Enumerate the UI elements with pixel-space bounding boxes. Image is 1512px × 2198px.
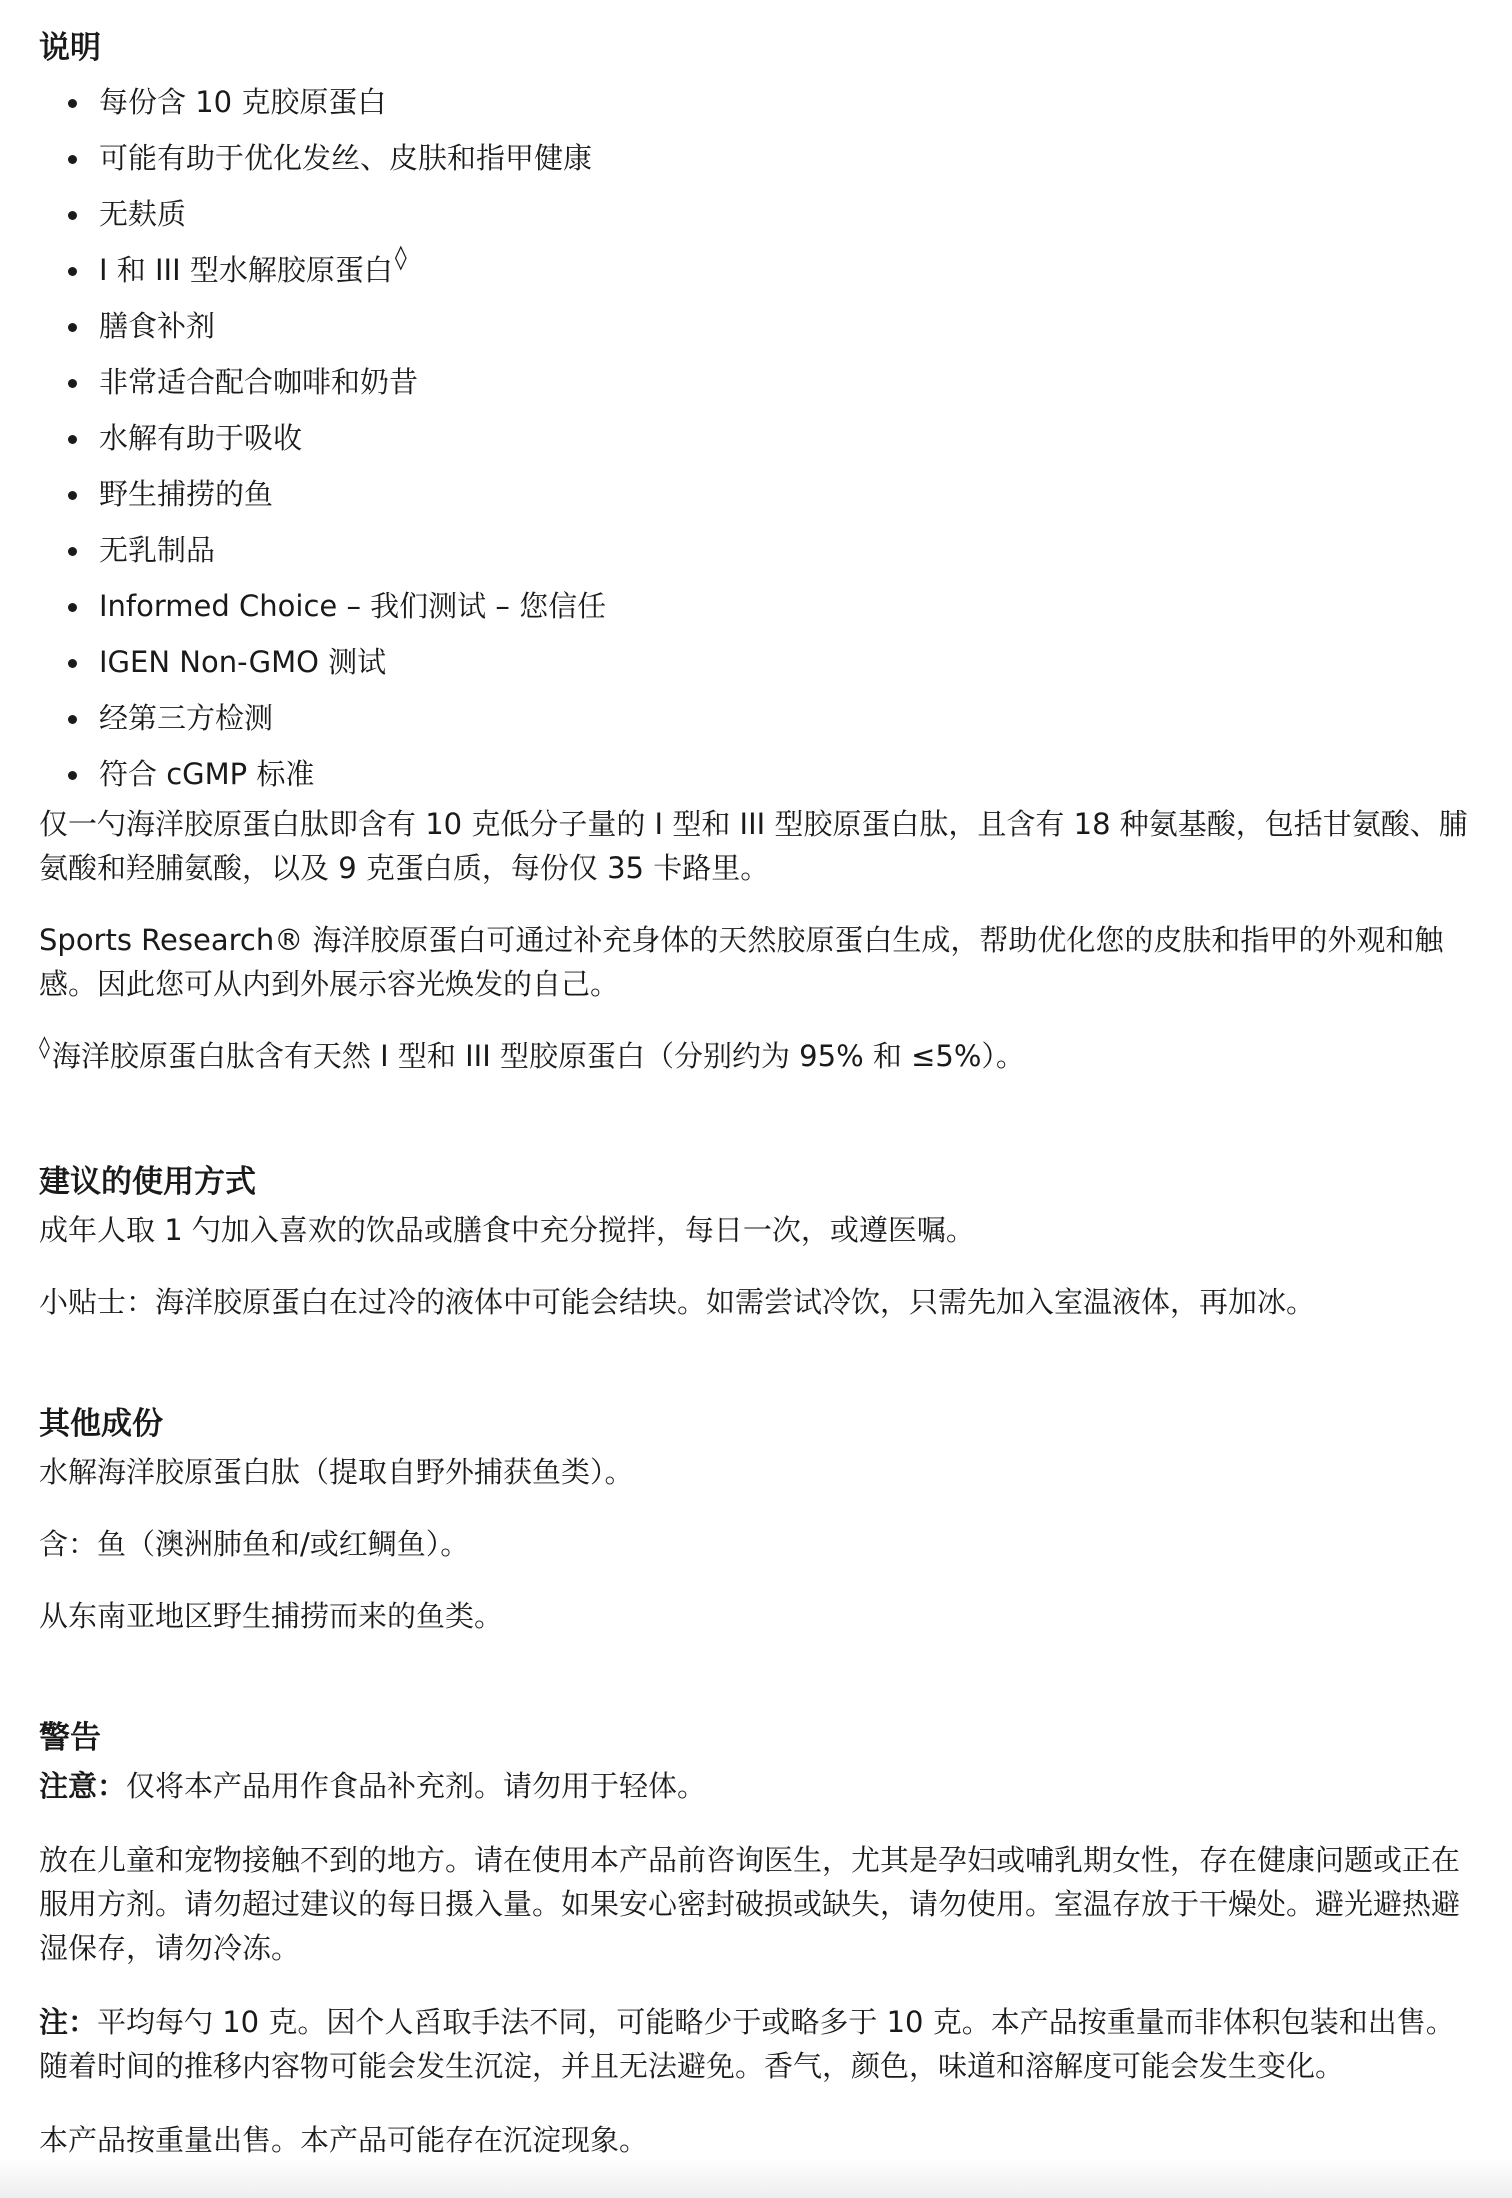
description-paragraph: 仅一勺海洋胶原蛋白肽即含有 10 克低分子量的 I 型和 III 型胶原蛋白肽，且含有 18 种氨基酸，包括甘氨酸、脯氨酸和羟脯氨酸，以及 9 克蛋白质，每份仅 35 卡路里。 [39,807,1468,885]
notice-label: 注意： [39,1769,127,1803]
list-item: 可能有助于优化发丝、皮肤和指甲健康 [99,130,1479,186]
list-item: 每份含 10 克胶原蛋白 [99,74,1479,130]
list-item: 无乳制品 [99,522,1479,578]
warning-paragraph: 放在儿童和宠物接触不到的地方。请在使用本产品前咨询医生，尤其是孕妇或哺乳期女性，存在健康问题或正在服用方剂。请勿超过建议的每日摄入量。如果安心密封破损或缺失，请勿使用。室温存放于干燥处。避光避热避湿保存，请勿冷冻。 [39,1843,1461,1965]
list-item: Informed Choice – 我们测试 – 您信任 [99,578,1479,634]
ingredients-paragraph: 水解海洋胶原蛋白肽（提取自野外捕获鱼类）。 [39,1455,634,1489]
section-heading-other-ingredients: 其他成份 [39,1406,163,1442]
bottom-fade [0,2158,1512,2198]
list-item: 符合 cGMP 标准 [99,746,1479,802]
footnote-text: 海洋胶原蛋白肽含有天然 I 型和 III 型胶原蛋白（分别约为 95% 和 ≤5%）。 [51,1039,1025,1073]
warning-notice [39,1764,1479,1808]
description-paragraph: Sports Research® 海洋胶原蛋白可通过补充身体的天然胶原蛋白生成，帮助优化您的皮肤和指甲的外观和触感。因此您可从内到外展示容光焕发的自己。 [39,923,1444,1001]
usage-tip: 小贴士：海洋胶原蛋白在过冷的液体中可能会结块。如需尝试冷饮，只需先加入室温液体，再加冰。 [39,1285,1316,1319]
list-item: 无麸质 [99,186,1479,242]
footnote-marker: ◊ [394,243,407,272]
list-item: 非常适合配合咖啡和奶昔 [99,354,1479,410]
feature-list [39,74,1479,802]
footnote-marker: ◊ [39,1035,50,1060]
warnings-section [39,1712,1479,2162]
list-item: 膳食补剂 [99,298,1479,354]
warning-paragraph: 本产品按重量出售。本产品可能存在沉淀现象。 [39,2123,649,2157]
note-label: 注： [39,2005,98,2039]
warning-note [39,2000,1479,2088]
note-text: 平均每勺 10 克。因个人舀取手法不同，可能略少于或略多于 10 克。本产品按重量而非体积包装和出售。随着时间的推移内容物可能会发生沉淀，并且无法避免。香气，颜色，味道和溶解度可能会发生变化。 [39,2005,1455,2083]
description-section [39,22,1479,1082]
product-details [39,22,1479,2162]
list-item: 水解有助于吸收 [99,410,1479,466]
section-heading-usage: 建议的使用方式 [39,1164,256,1200]
list-item: IGEN Non-GMO 测试 [99,634,1479,690]
notice-text: 仅将本产品用作食品补充剂。请勿用于轻体。 [126,1769,707,1803]
ingredients-paragraph: 从东南亚地区野生捕捞而来的鱼类。 [39,1599,504,1633]
section-heading-description: 说明 [39,30,101,66]
footnote-paragraph [39,1034,1479,1082]
ingredients-paragraph: 含：鱼（澳洲肺鱼和/或红鲷鱼）。 [39,1527,470,1561]
list-item: 经第三方检测 [99,690,1479,746]
list-item: 野生捕捞的鱼 [99,466,1479,522]
usage-paragraph: 成年人取 1 勺加入喜欢的饮品或膳食中充分搅拌，每日一次，或遵医嘱。 [39,1213,975,1247]
section-heading-warnings: 警告 [39,1720,101,1756]
list-item: I 和 III 型水解胶原蛋白◊ [99,242,1479,298]
other-ingredients-section [39,1398,1479,1638]
usage-section [39,1156,1479,1324]
